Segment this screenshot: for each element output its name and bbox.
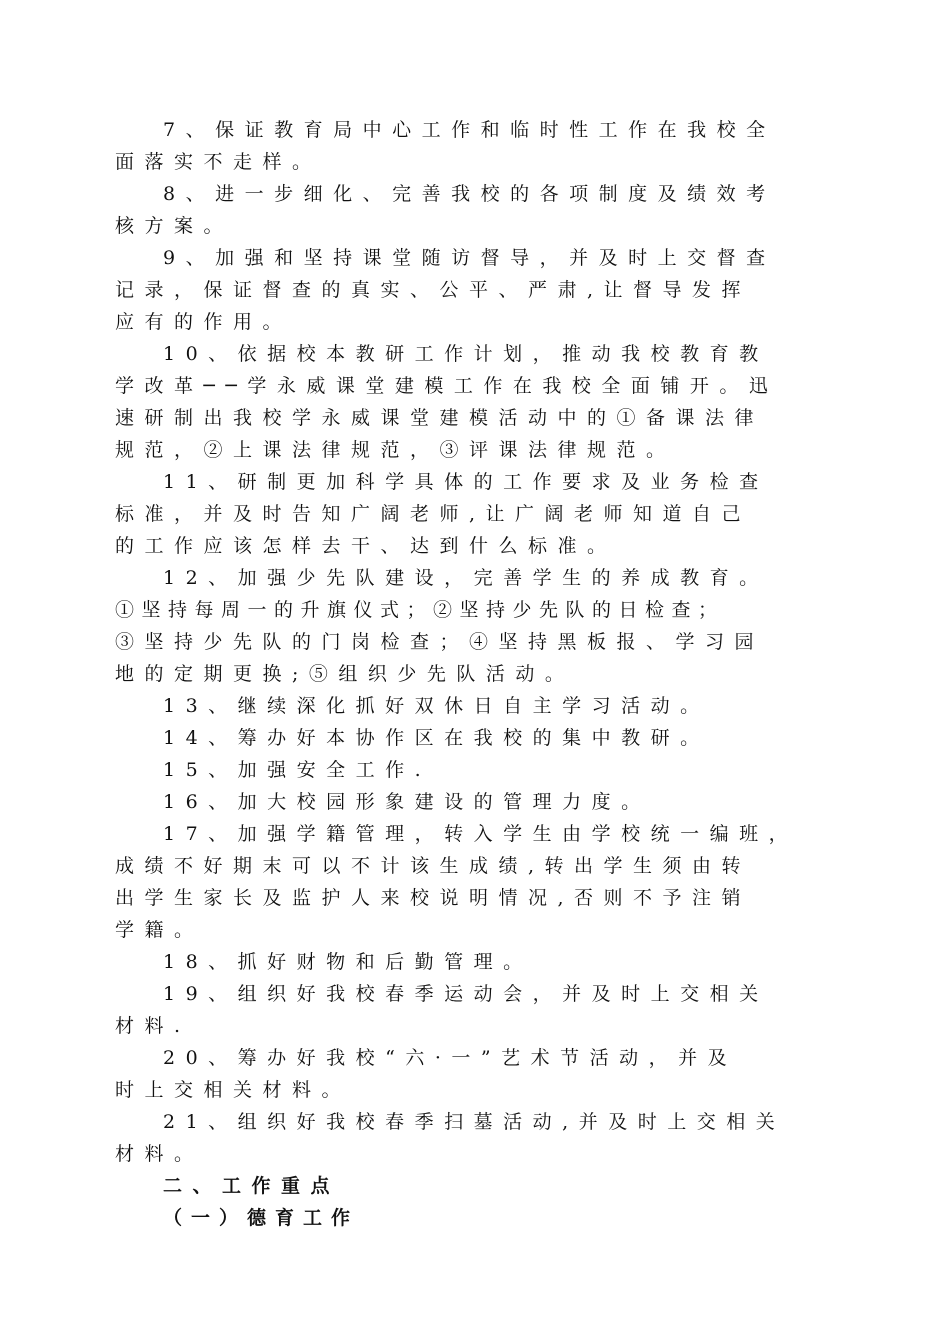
text-line: 21、组织好我校春季扫墓活动,并及时上交相关 (163, 1111, 786, 1133)
text-line: 核方案。 (115, 215, 234, 237)
text-line: 成绩不好期末可以不计该生成绩,转出学生须由转 (115, 855, 752, 877)
section-heading: 二、工作重点 (163, 1175, 341, 1197)
text-line: 记录，保证督查的真实、公平、严肃,让督导发挥 (115, 279, 752, 301)
text-line: 14、筹办好本协作区在我校的集中教研。 (163, 727, 710, 749)
text-line: 10、依据校本教研工作计划，推动我校教育教 (163, 343, 769, 365)
text-line: 16、加大校园形象建设的管理力度。 (163, 791, 651, 813)
text-line: 出学生家长及监护人来校说明情况,否则不予注销 (115, 887, 752, 909)
text-line: 18、抓好财物和后勤管理。 (163, 951, 533, 973)
text-line: 地的定期更换;⑤组织少先队活动。 (115, 663, 575, 685)
text-line: 学改革──学永威课堂建模工作在我校全面铺开。迅 (115, 375, 779, 397)
text-line: 的工作应该怎样去干、达到什么标准。 (115, 535, 617, 557)
subsection-heading: （一）德育工作 (163, 1207, 360, 1229)
text-line: 材料。 (115, 1143, 204, 1165)
text-line: 速研制出我校学永威课堂建模活动中的①备课法律 (115, 407, 765, 429)
text-line: 应有的作用。 (115, 311, 293, 333)
text-line: 11、研制更加科学具体的工作要求及业务检查 (163, 471, 769, 493)
text-line: 材料. (115, 1015, 191, 1037)
text-line: ③坚持少先队的门岗检查；④坚持黑板报、学习园 (115, 631, 765, 653)
text-line: 规范，②上课法律规范，③评课法律规范。 (115, 439, 676, 461)
text-line: 8、进一步细化、完善我校的各项制度及绩效考 (163, 183, 776, 205)
text-line: 学籍。 (115, 919, 204, 941)
text-line: 9、加强和坚持课堂随访督导，并及时上交督查 (163, 247, 776, 269)
text-line: 7、保证教育局中心工作和临时性工作在我校全 (163, 119, 776, 141)
text-line: 17、加强学籍管理，转入学生由学校统一编班， (163, 823, 799, 845)
text-line: 标准，并及时告知广阔老师,让广阔老师知道自己 (115, 503, 752, 525)
text-line: 20、筹办好我校“六·一”艺术节活动，并及 (163, 1047, 738, 1069)
text-line: 12、加强少先队建设，完善学生的养成教育。 (163, 567, 769, 589)
text-line: 时上交相关材料。 (115, 1079, 352, 1101)
text-line: 15、加强安全工作. (163, 759, 432, 781)
text-line: 19、组织好我校春季运动会，并及时上交相关 (163, 983, 769, 1005)
text-line: ①坚持每周一的升旗仪式；②坚持少先队的日检查； (115, 599, 725, 621)
text-line: 13、继续深化抓好双休日自主学习活动。 (163, 695, 710, 717)
text-line: 面落实不走样。 (115, 151, 322, 173)
